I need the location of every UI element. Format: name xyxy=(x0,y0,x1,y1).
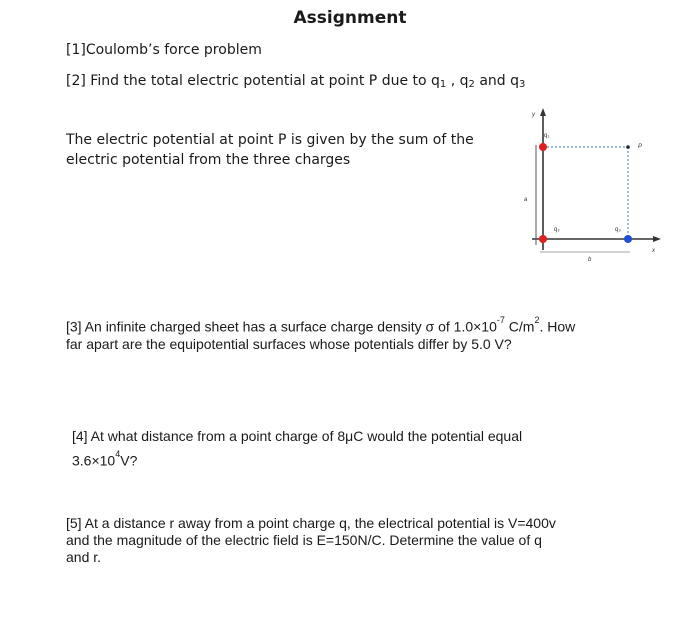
question-5 xyxy=(66,515,626,566)
question-2-explanation xyxy=(66,130,474,170)
question-5-line-2: and the magnitude of the electric field is E=150N/C. Determine the value of q xyxy=(66,532,542,548)
question-5-line-3: and r. xyxy=(66,549,102,565)
question-4 xyxy=(72,426,628,472)
question-2-text: [2] Find the total electric potential at point P due to q xyxy=(66,73,440,89)
x-axis-label: x xyxy=(652,248,655,254)
question-2-sep2: and q xyxy=(474,73,520,89)
y-axis-arrow-icon xyxy=(540,108,546,116)
q1-subscript: 1 xyxy=(439,79,447,90)
point-p xyxy=(626,145,630,149)
question-4-tail: V? xyxy=(120,452,138,469)
side-a-label: a xyxy=(524,197,528,203)
question-2 xyxy=(66,73,525,90)
explanation-line-2: electric potential from the three charges xyxy=(66,152,351,168)
q3-subscript: 3 xyxy=(519,79,526,90)
question-4-line-2 xyxy=(72,447,628,472)
question-5-line-1: [5] At a distance r away from a point charge q, the electrical potential is V=400v xyxy=(66,515,556,531)
question-3-part1: [3] An infinite charged sheet has a surface charge density σ of 1.0×10 xyxy=(66,318,497,335)
question-3-part2: C/m xyxy=(504,318,535,335)
question-3 xyxy=(66,315,624,353)
q1-charge xyxy=(539,143,547,151)
q1-label: q₁ xyxy=(544,133,550,139)
question-3-exp2: 2 xyxy=(534,315,540,325)
question-3-exp1: -7 xyxy=(496,315,505,325)
q2-subscript: 2 xyxy=(468,79,475,90)
question-3-part3: . How xyxy=(539,318,576,335)
explanation-line-1: The electric potential at point P is given by the sum of the xyxy=(66,132,474,148)
x-axis-arrow-icon xyxy=(653,236,661,242)
question-1 xyxy=(66,42,262,58)
charge-diagram xyxy=(510,100,670,270)
question-2-sep1: , q xyxy=(446,73,469,89)
point-p-label: P xyxy=(638,144,643,150)
side-b-label: b xyxy=(588,257,592,263)
y-axis-label: y xyxy=(532,112,535,118)
question-3-line-2: far apart are the equipotential surfaces whose potentials differ by 5.0 V? xyxy=(66,335,512,352)
question-4-exp: 4 xyxy=(115,449,121,459)
q3-label: q₃ xyxy=(615,227,621,233)
page-title: Assignment xyxy=(293,8,407,28)
q3-charge xyxy=(624,235,632,243)
question-4-base: 3.6×10 xyxy=(72,452,116,469)
question-3-line-1 xyxy=(66,315,624,336)
q2-charge xyxy=(539,235,547,243)
q2-label: q₂ xyxy=(554,227,560,233)
question-4-line-1: [4] At what distance from a point charge of 8μC would the potential equal xyxy=(72,428,523,444)
question-1-text: [1]Coulomb’s force problem xyxy=(66,42,262,58)
